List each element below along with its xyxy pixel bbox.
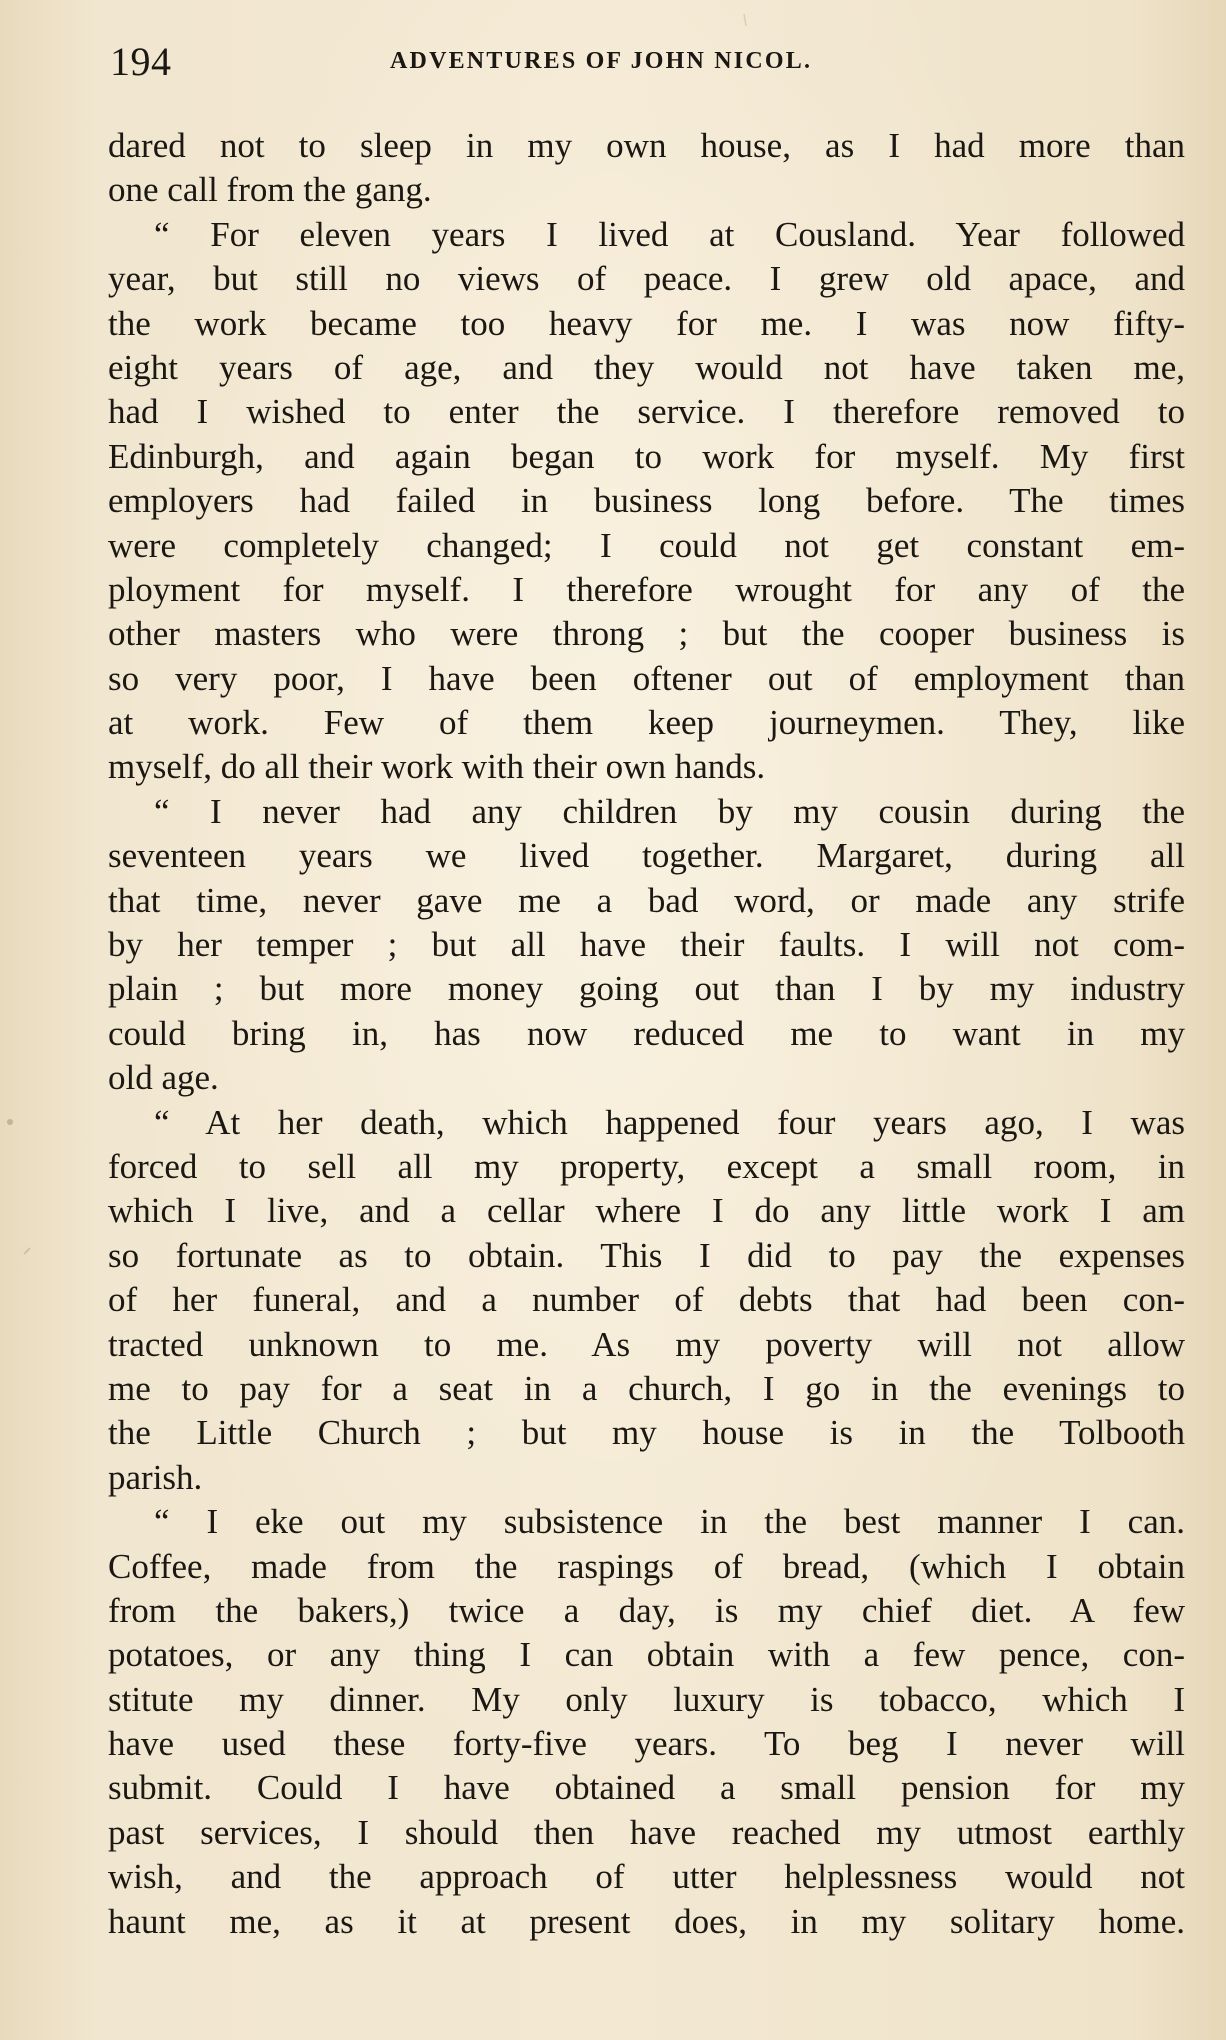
text-line: haunt me, as it at present does, in my solitary home.: [108, 1901, 1185, 1941]
text-line: of her funeral, and a number of debts that had been con-: [108, 1280, 1185, 1320]
text-line: myself, do all their work with their own hands.: [108, 747, 766, 787]
text-line: Coffee, made from the raspings of bread, (which I obtain: [108, 1546, 1185, 1586]
text-line: parish.: [108, 1457, 203, 1497]
text-line: “ I never had any children by my cousin during the: [154, 791, 1185, 831]
text-line: dared not to sleep in my own house, as I had more than: [108, 126, 1185, 165]
running-head: ADVENTURES OF JOHN NICOL.: [390, 48, 813, 74]
text-line: ployment for myself. I therefore wrought for any of the: [108, 569, 1185, 609]
text-line: potatoes, or any thing I can obtain with a few pence, con-: [108, 1635, 1185, 1675]
text-line: so very poor, I have been oftener out of employment than: [108, 658, 1185, 698]
page-number: 194: [110, 39, 172, 84]
text-line: which I live, and a cellar where I do any little work I am: [108, 1191, 1185, 1231]
text-line: eight years of age, and they would not have taken me,: [108, 347, 1185, 387]
text-line: forced to sell all my property, except a small room, in: [108, 1146, 1185, 1186]
text-line: old age.: [108, 1058, 219, 1098]
text-line: so fortunate as to obtain. This I did to pay the expenses: [108, 1235, 1185, 1275]
text-line: “ I eke out my subsistence in the best manner I can.: [154, 1502, 1185, 1542]
text-line: past services, I should then have reached my utmost earthly: [108, 1812, 1185, 1852]
text-line: other masters who were throng ; but the cooper business is: [108, 614, 1185, 654]
text-line: wish, and the approach of utter helplessness would not: [108, 1857, 1185, 1897]
text-line: from the bakers,) twice a day, is my chief diet. A few: [108, 1590, 1185, 1630]
text-line: have used these forty-five years. To beg I never will: [108, 1724, 1185, 1764]
page-header: [110, 38, 1180, 94]
text-line: “ At her death, which happened four years ago, I was: [154, 1102, 1185, 1142]
text-line: submit. Could I have obtained a small pension for my: [108, 1768, 1185, 1808]
text-line: the Little Church ; but my house is in the Tolbooth: [108, 1413, 1185, 1453]
text-line: me to pay for a seat in a church, I go in the evenings to: [108, 1368, 1185, 1408]
text-line: seventeen years we lived together. Margaret, during all: [108, 836, 1185, 876]
text-line: stitute my dinner. My only luxury is tobacco, which I: [108, 1679, 1185, 1719]
text-line: that time, never gave me a bad word, or made any strife: [108, 880, 1185, 920]
text-line: Edinburgh, and again began to work for myself. My first: [108, 436, 1185, 476]
text-line: tracted unknown to me. As my poverty will not allow: [108, 1324, 1185, 1364]
text-line: at work. Few of them keep journeymen. They, like: [108, 703, 1185, 743]
body-text: [108, 124, 1185, 1944]
text-line: could bring in, has now reduced me to want in my: [108, 1013, 1185, 1053]
text-line: “ For eleven years I lived at Cousland. Year followed: [154, 214, 1185, 254]
text-line: by her temper ; but all have their faults. I will not com-: [108, 925, 1185, 965]
text-line: one call from the gang.: [108, 170, 432, 210]
text-line: plain ; but more money going out than I by my industry: [108, 969, 1185, 1009]
text-line: the work became too heavy for me. I was now fifty-: [108, 303, 1185, 343]
text-line: year, but still no views of peace. I grew old apace, and: [108, 259, 1185, 299]
text-line: employers had failed in business long before. The times: [108, 481, 1185, 521]
text-line: had I wished to enter the service. I therefore removed to: [108, 392, 1185, 432]
text-line: were completely changed; I could not get constant em-: [108, 525, 1185, 565]
